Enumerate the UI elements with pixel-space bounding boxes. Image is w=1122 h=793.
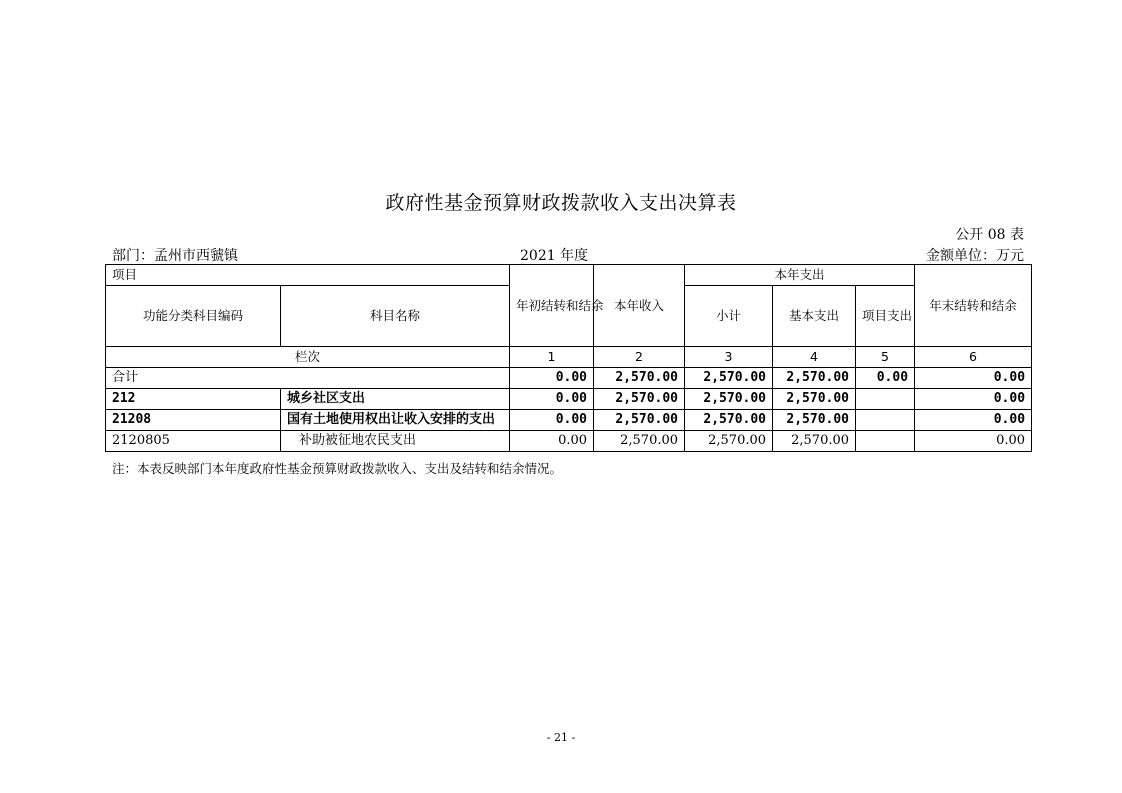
cell-subtotal: 2,570.00 (685, 431, 773, 452)
amount-unit: 金额单位：万元 (926, 248, 1024, 264)
column-index-label: 栏次 (106, 347, 510, 368)
cell-income: 2,570.00 (594, 368, 685, 389)
table-row-total (106, 368, 1032, 389)
cell-project-expense (856, 389, 915, 410)
department-label: 部门：孟州市西虢镇 (112, 248, 238, 264)
cell-project-expense (856, 410, 915, 431)
column-index-6: 6 (915, 347, 1032, 368)
cell-income: 2,570.00 (594, 410, 685, 431)
table-row (106, 410, 1032, 431)
header-begin-balance: 年初结转和结余 (510, 265, 594, 347)
header-basic: 基本支出 (773, 286, 856, 347)
header-row-1 (106, 265, 1032, 286)
row-total-label: 合计 (106, 368, 510, 389)
cell-end-balance: 0.00 (915, 368, 1032, 389)
cell-subtotal: 2,570.00 (685, 389, 773, 410)
header-subtotal: 小计 (685, 286, 773, 347)
header-current-expense: 本年支出 (685, 265, 915, 286)
header-name: 科目名称 (281, 286, 510, 347)
column-index-1: 1 (510, 347, 594, 368)
header-project: 项目 (106, 265, 510, 286)
cell-subtotal: 2,570.00 (685, 410, 773, 431)
cell-begin-balance: 0.00 (510, 389, 594, 410)
column-index-5: 5 (856, 347, 915, 368)
cell-begin-balance: 0.00 (510, 431, 594, 452)
cell-basic: 2,570.00 (773, 410, 856, 431)
budget-table (105, 264, 1032, 452)
header-code: 功能分类科目编码 (106, 286, 281, 347)
cell-basic: 2,570.00 (773, 389, 856, 410)
header-end-balance: 年末结转和结余 (915, 265, 1032, 347)
cell-subtotal: 2,570.00 (685, 368, 773, 389)
cell-basic: 2,570.00 (773, 431, 856, 452)
cell-name: 国有土地使用权出让收入安排的支出 (281, 410, 510, 431)
cell-income: 2,570.00 (594, 431, 685, 452)
cell-begin-balance: 0.00 (510, 368, 594, 389)
fiscal-year: 2021 年度 (520, 248, 589, 264)
cell-code: 2120805 (106, 431, 281, 452)
cell-basic: 2,570.00 (773, 368, 856, 389)
form-number: 公开 08 表 (955, 227, 1024, 243)
cell-end-balance: 0.00 (915, 410, 1032, 431)
column-index-2: 2 (594, 347, 685, 368)
table-note: 注：本表反映部门本年度政府性基金预算财政拨款收入、支出及结转和结余情况。 (112, 461, 563, 476)
cell-code: 21208 (106, 410, 281, 431)
table-row (106, 431, 1032, 452)
table-row (106, 389, 1032, 410)
cell-name: 城乡社区支出 (281, 389, 510, 410)
page-title: 政府性基金预算财政拨款收入支出决算表 (385, 192, 737, 214)
column-index-3: 3 (685, 347, 773, 368)
cell-income: 2,570.00 (594, 389, 685, 410)
header-project-expense: 项目支出 (856, 286, 915, 347)
page-number: - 21 - (546, 731, 576, 744)
cell-code: 212 (106, 389, 281, 410)
cell-project-expense: 0.00 (856, 368, 915, 389)
header-income: 本年收入 (594, 265, 685, 347)
column-index-row (106, 347, 1032, 368)
cell-begin-balance: 0.00 (510, 410, 594, 431)
cell-name: 补助被征地农民支出 (281, 431, 510, 452)
cell-end-balance: 0.00 (915, 389, 1032, 410)
column-index-4: 4 (773, 347, 856, 368)
cell-project-expense (856, 431, 915, 452)
cell-end-balance: 0.00 (915, 431, 1032, 452)
